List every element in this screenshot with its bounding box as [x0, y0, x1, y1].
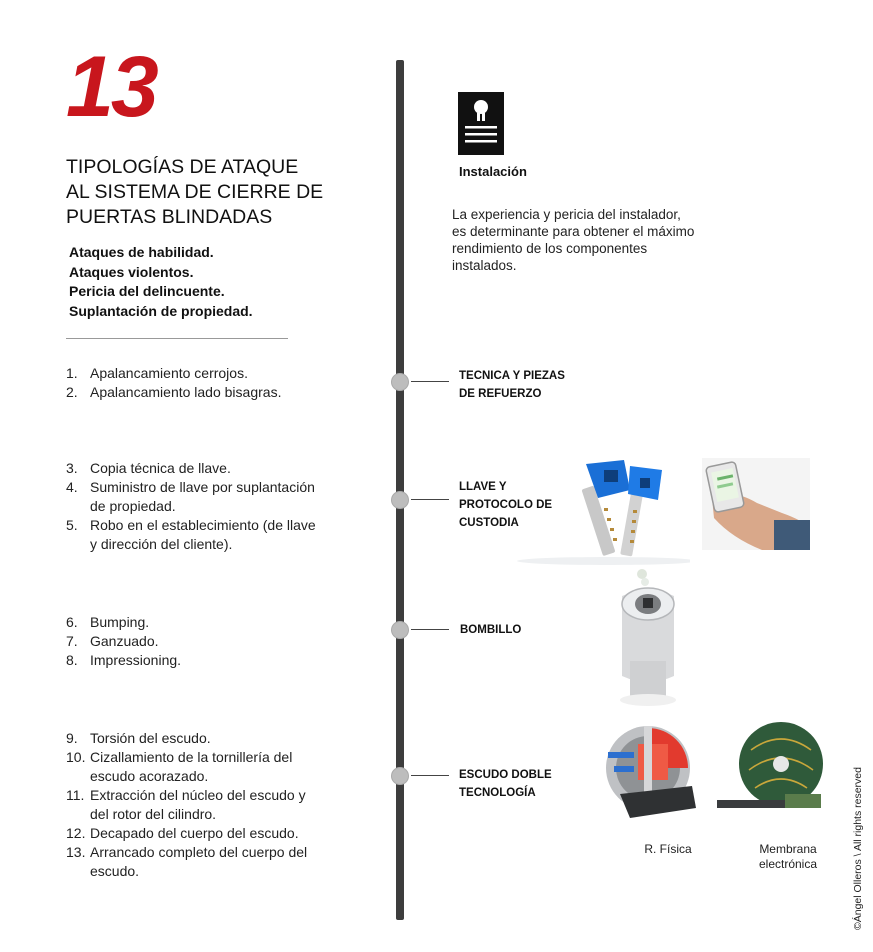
copyright-text: ©Ángel Olleros \ All rights reserved [852, 767, 864, 930]
attack-list-group-1 [66, 364, 326, 402]
attack-list-group-2 [66, 459, 318, 554]
page-title: TIPOLOGÍAS DE ATAQUE AL SISTEMA DE CIERRE DE PUERTAS BLINDADAS [66, 156, 324, 228]
list-item: 12. Decapado del cuerpo del escudo. [66, 825, 299, 841]
list-item: 2. Apalancamiento lado bisagras. [66, 384, 282, 400]
installation-text: La experiencia y pericia del instalador, es determinante para obtener el máximo rendimiento de los componentes instalados. [452, 207, 695, 273]
cylinder-image [612, 576, 684, 711]
list-item: 10. Cizallamiento de la tornillería del escudo acorazado. [66, 749, 293, 784]
attack-list-group-3 [66, 613, 318, 670]
list-item: 6. Bumping. [66, 614, 150, 630]
list-item: 4. Suministro de llave por suplantación de propiedad. [66, 479, 315, 514]
subtitle-item: Ataques violentos. [69, 263, 194, 280]
phone-image [702, 458, 810, 550]
list-item: 7. Ganzuado. [66, 633, 159, 649]
subtitle-item: Suplantación de propiedad. [69, 302, 253, 319]
list-item: 11. Extracción del núcleo del escudo y del rotor del cilindro. [66, 787, 306, 822]
section-number: 13 [66, 39, 156, 135]
shield-image [600, 716, 700, 826]
subtitle-item: Ataques de habilidad. [69, 244, 214, 260]
timeline-connector [411, 381, 449, 382]
caption-fisica: R. Física [644, 842, 692, 856]
timeline-connector [411, 629, 449, 630]
timeline-node [391, 621, 409, 639]
list-item: 8. Impressioning. [66, 652, 182, 668]
timeline-label: BOMBILLO [460, 624, 522, 636]
timeline-node [391, 767, 409, 785]
installation-title: Instalación [459, 164, 527, 179]
caption-membrana: Membrana electrónica [758, 842, 818, 871]
timeline-label: TECNICA Y PIEZAS DE REFUERZO [459, 370, 565, 400]
list-item: 5. Robo en el establecimiento (de llave y dirección del cliente). [66, 517, 316, 552]
subtitle-list [69, 243, 253, 321]
key-image [512, 456, 690, 586]
timeline-node [391, 373, 409, 391]
certificate-icon [458, 92, 504, 155]
list-item: 3. Copia técnica de llave. [66, 460, 231, 476]
timeline-label: ESCUDO DOBLE TECNOLOGÍA [459, 769, 552, 799]
timeline-connector [411, 775, 449, 776]
subtitle-item: Pericia del delincuente. [69, 283, 225, 299]
timeline-label: LLAVE Y PROTOCOLO DE CUSTODIA [459, 481, 553, 529]
list-item: 1. Apalancamiento cerrojos. [66, 365, 248, 381]
timeline-node [391, 491, 409, 509]
membrane-image [715, 720, 829, 816]
list-item: 9. Torsión del escudo. [66, 730, 211, 746]
list-item: 13. Arrancado completo del cuerpo del escudo. [66, 844, 308, 879]
timeline-connector [411, 499, 449, 500]
timeline-bar [396, 60, 404, 920]
divider [66, 338, 288, 339]
attack-list-group-4 [66, 729, 328, 881]
